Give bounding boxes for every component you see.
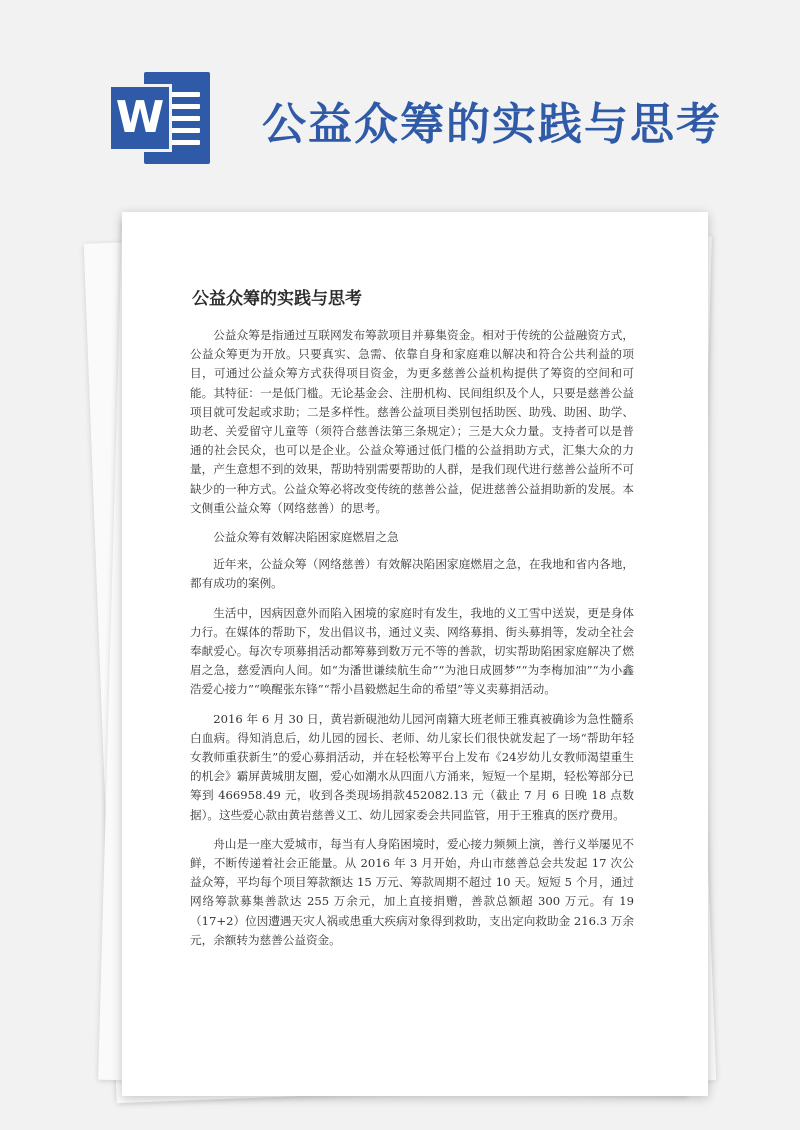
paragraph-recent: 近年来，公益众筹（网络慈善）有效解决陷困家庭燃眉之急，在我地和省内各地，都有成功的案例。: [190, 557, 634, 591]
paragraph-intro: 公益众筹是指通过互联网发布筹款项目并募集资金。相对于传统的公益融资方式，公益众筹更为开放。只要真实、急需、依靠自身和家庭难以解决和符合公共利益的项目，可通过公益众筹方式获得项目资金，为更多慈善公益机构提供了筹资的空间和可能。其特征：一是低门槛。无论基金会、注册机构、民间组织及个人，只要是慈善公益项目就可发起或求助；二是多样性。慈善公益项目类别包括助医、助残、助困、助学、助老、关爱留守儿童等（须符合慈善法第三条规定）；三是大众力量。支持者可以是普通的社会民众，也可以是企业。公益众筹通过低门槛的公益捐助方式，汇集大众的力量，产生意想不到的效果，帮助特别需要帮助的人群，是我们现代进行慈善公益所不可缺少的一种方式。公益众筹必将改变传统的慈善公益，促进慈善公益捐助新的发展。本文侧重公益众筹（网络慈善）的思考。: [190, 328, 634, 515]
section-heading: 公益众筹有效解决陷困家庭燃眉之急: [213, 530, 399, 545]
hero-title: 公益众筹的实践与思考: [262, 99, 722, 150]
document-title: 公益众筹的实践与思考: [192, 289, 362, 309]
paragraph-case-zhoushan: 舟山是一座大爱城市，每当有人身陷困境时，爱心接力频频上演，善行义举屡见不鲜，不断传递着社会正能量。从 2016 年 3 月开始，舟山市慈善总会共发起 17 次公益众筹，平均每个项目筹款额达 15 万元、筹款周期不超过 10 天。短短 5 个月，通过网络筹款募集善款达 255 万余元，加上直接捐赠，善款总额超 300 万元。有 19（17+2）位因遭遇天灾人祸或患重大疾病对象得到救助，支出定向救助金 216.3 万余元，余额转为慈善公益资金。: [190, 836, 634, 947]
word-letter-badge: W: [108, 84, 172, 152]
paragraph-volunteers: 生活中，因病因意外而陷入困境的家庭时有发生，我地的义工雪中送炭，更是身体力行。在媒体的帮助下，发出倡议书，通过义卖、网络募捐、街头募捐等，发动全社会奉献爱心。每次专项募捐活动都筹募到数万元不等的善款，切实帮助陷困家庭解决了燃眉之急，慈爱洒向人间。如“为潘世谦续航生命”“为池日成圆梦”“为李梅加油”“为小鑫浩爱心接力”“唤醒张东锋”“帮小昌毅燃起生命的希望”等义卖募捐活动。: [190, 605, 634, 697]
document-page: [122, 212, 708, 1096]
document-body: [190, 326, 634, 960]
paragraph-case-huangyan: 2016 年 6 月 30 日，黄岩新硯池幼儿园河南籍大班老师王雅真被确诊为急性髓系白血病。得知消息后，幼儿园的园长、老师、幼儿家长们很快就发起了一场“帮助年轻女教师重获新生”的爱心募捐活动，并在轻松筹平台上发布《24岁幼儿女教师渴望重生的机会》霸屏黄城朋友圈，爱心如潮水从四面八方涌来，短短一个星期，轻松筹部分已筹到 466958.49 元，收到各类现场捐款452082.13 元（截止 7 月 6 日晚 18 点数据）。这些爱心款由黄岩慈善义工、幼儿园家委会共同监管，用于王雅真的医疗费用。: [190, 711, 634, 822]
word-document-icon: [108, 72, 212, 164]
